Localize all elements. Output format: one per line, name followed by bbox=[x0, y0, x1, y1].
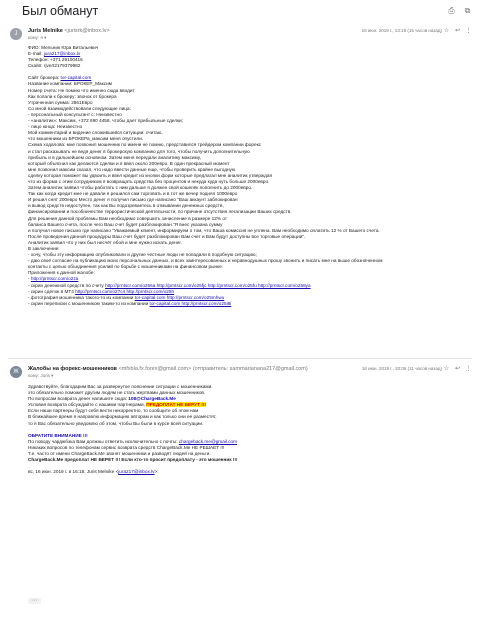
body-line: - хочу, чтобы эту информацию опубликовали и другие честные люди не попадали в подобную ситуацию; bbox=[28, 252, 257, 258]
star-icon[interactable]: ☆ bbox=[443, 28, 450, 34]
body-line: Телефон: +371 29100416 bbox=[28, 57, 83, 63]
body-line: то я Вас обязательно уведомлю об этом, чтобы Вы были в курсе всей ситуации. bbox=[28, 420, 204, 426]
body-line: мне позвонил максим сказал, что надо ввести данные еще, чтобы проверить крайне выгодную bbox=[28, 166, 236, 172]
body-line: Название компании: БРОКЕР_Максим bbox=[28, 81, 112, 87]
body-line: Сайт брокера: tor-capital.com bbox=[28, 75, 92, 81]
attention-heading: ОБРАТИТЕ ВНИМАНИЕ !!! bbox=[28, 432, 88, 438]
body-line: Приложения к данной жалобе: bbox=[28, 270, 95, 276]
body-line: Никаких вопросов по телефонам сервис возврата средств ChargeBack.Me НЕ РЕШАЕТ !!! bbox=[28, 444, 225, 450]
show-trimmed-button[interactable]: ··· bbox=[28, 598, 41, 604]
body-link[interactable]: tor-capital.com bbox=[60, 75, 92, 81]
body-line: Аналитик заявил что у них был несчёт ебой и мне нужно искать денег. bbox=[28, 239, 182, 245]
body-line: сделку которая поможет вы удвоить и ввел кредит из кнопки форм которые предлагал мне аналитик утверждая bbox=[28, 172, 273, 178]
message-actions bbox=[443, 27, 472, 34]
print-icon[interactable]: ⎙ bbox=[448, 6, 455, 15]
body-line: - скрин переписки с мошенником таким-то из компании tor-capital.com http://prntscr.com/o25i8i bbox=[28, 300, 232, 306]
avatar: J bbox=[10, 28, 22, 40]
body-line: - скрин сделок в MT4 http://prntscr.com/o27c4 http://prntscr.com/o25h bbox=[28, 288, 175, 294]
sender-name: Juris Melnike bbox=[28, 28, 63, 34]
email-subject: Был обманут bbox=[22, 4, 99, 18]
body-line: Схема ходалова: мне позвонил мошенник по имени не помню, представился трейдером компании форекс bbox=[28, 142, 262, 148]
body-line: - «аналитик»: Максим, +372 690 4458, чтобы дает прибыльные сделки; bbox=[28, 118, 183, 124]
message-date: 16 июн. 2019 г., 20:06 (11 часов назад) bbox=[361, 366, 442, 371]
body-line: прибыль и в дальнейшем основном. Затем меня передали аналитику максиму, bbox=[28, 154, 201, 160]
star-icon[interactable]: ☆ bbox=[443, 366, 450, 372]
quote-header: вс, 16 июн. 2019 г. в 16:18, Juris Melnike <jura217@inbox.lv>: bbox=[28, 469, 159, 475]
reply-icon[interactable]: ↩ bbox=[454, 28, 461, 34]
body-link[interactable]: jura217@inbox.lv bbox=[43, 51, 81, 57]
body-line: Номер счета: Не помню что именно сюда вводит bbox=[28, 87, 135, 93]
more-icon[interactable]: ⋮ bbox=[465, 28, 472, 34]
body-line: Со мной взаимодействовали следующие лица: bbox=[28, 105, 131, 111]
sender-address: <jurisrk@inbox.lv> bbox=[64, 28, 110, 34]
body-line: После проведения данной процедуры Ваш счет будет разблокирован Вам счет и Вам будут доступны все торговые операции". bbox=[28, 233, 306, 239]
body-line: - даю своё согласие на публикацию моих персональных данных, и всех заинтересованных и неравнодушных прошу звонить и писать мне на выше обозначенном bbox=[28, 258, 383, 264]
body-line: E-mail: jura217@inbox.lv bbox=[28, 51, 81, 57]
body-line: Как попали к брокеру: звонок от брокера bbox=[28, 93, 117, 99]
sender[interactable] bbox=[28, 28, 110, 34]
body-line: Затем аналитик заявил чтобы работать с ним дальше я должен свой кошелёк пополнить до 2000евро. bbox=[28, 185, 253, 191]
body-link[interactable]: http://prntscr.com/o27c4 http://prntscr.com/o25h bbox=[75, 288, 175, 294]
body-line: это обязательно поможет другим людям не стать жертвами данных мошенников. bbox=[28, 390, 206, 396]
sender-address: <mfxbla.fx.forex@gmail.com> (отправитель: sammarianana217@gmail.com) bbox=[118, 366, 308, 372]
body-line: и вывод средств недоступен, так как Вы подозреваетесь в отмывании денежных средств, bbox=[28, 203, 224, 209]
body-line: И решил снят 200евро Место денег я получил письмо где написано "Ваш аккаунт заблокирован bbox=[28, 197, 238, 203]
message-body bbox=[28, 45, 468, 307]
warning-highlight: ПРЕДОПЛАТ НЕ БЕРУТ !!! bbox=[146, 402, 206, 408]
quoted-email-link[interactable]: jura217@inbox.lv bbox=[118, 469, 155, 475]
recipient[interactable]: кому: я ▾ bbox=[28, 35, 47, 40]
body-line: что мошенники из БРОКЕРа_максим меня опустили. bbox=[28, 136, 144, 142]
body-line: Для решения данной проблемы Вам необходимо совершить зачисление в размере 12% от bbox=[28, 215, 227, 221]
body-line: ФИО: Мельник Юра Витальевич bbox=[28, 45, 99, 50]
body-line: Т.е. часто от имени ChargeBack.Me звонят мошенники и разводят людей на деньги. bbox=[28, 450, 211, 456]
body-line: Если наши партнеры будут себя вести некорректно, то сообщите об этом нам bbox=[28, 408, 199, 414]
external-icon[interactable]: ⧉ bbox=[464, 6, 471, 15]
body-line: Скайп: rjvert2179379982 bbox=[28, 63, 81, 69]
message-actions bbox=[443, 365, 472, 372]
body-link[interactable]: tor-capital.com http://prntscr.com/o25i8i bbox=[149, 300, 232, 306]
message-date: 16 июн. 2019 г., 13:18 (15 часов назад) bbox=[361, 28, 442, 33]
body-line: ChargeBack.Me предоплат НЕ БЕРЕТ !!! Если кто-то просит предоплату - это мошенник !!! bbox=[28, 457, 238, 463]
sender-name: Жалобы на форекс-мошенников bbox=[28, 366, 117, 372]
body-line: По поводу чарджбэка Вам должны ответить исключительно с почты: chargeback.me@gmail.com bbox=[28, 438, 238, 444]
body-line: Мой комментарий и видение сложившейся ситуации: считаю, bbox=[28, 130, 163, 136]
body-line: В ближайшее время я направлю информацию авторам и как только они ее разместят, bbox=[28, 414, 217, 420]
body-line: что из форма с этим сотрудником я возвращать средства без процентов и некуда куда нуть больше 2000евро. bbox=[28, 178, 270, 184]
body-line: контакты с целью объединения усилий по борьбе с мошенниками на финансовом рынке. bbox=[28, 264, 224, 270]
body-link[interactable]: tor-capital.com http://prntscr.com/o25mhwu bbox=[134, 294, 225, 300]
body-line: и получил новое письмо где написано "Уважаемый клиент, информируем о том, что Ваша комиссия не уплена. Вам необходимо оплатить 12 % от Вашего счета. bbox=[28, 227, 380, 233]
top-actions bbox=[447, 6, 472, 15]
message-body bbox=[28, 384, 468, 475]
body-line: и стал расказывать не ведя денег в брокерскую компанию для того, чтобы получить дополнительную bbox=[28, 148, 250, 154]
recipient[interactable]: кому: Juris ▾ bbox=[28, 373, 54, 378]
chargeback-link[interactable]: 108@ChargeBack.Me bbox=[128, 396, 176, 402]
body-line: - http://prntscr.com/o2za bbox=[28, 276, 79, 282]
body-line: - лицо юнца: Неизвестно bbox=[28, 124, 83, 130]
body-link[interactable]: http://prntscr.com/o2za bbox=[30, 276, 79, 282]
body-line: Так как когда кредит мне не давали я решился сам торговать и в тот же вечер поднял 1000евро bbox=[28, 191, 238, 197]
body-line: В заключение: bbox=[28, 246, 60, 251]
body-line: финансировании и пособничестве террористической деятельности, по причине отсутствия легализации Ваших средств. bbox=[28, 209, 292, 215]
body-line: баланса Вашего счета, после чего Ваш счет будет разблокирован."Я внес указана сумму bbox=[28, 221, 223, 227]
body-line: - скрин денежной средств по счету http://prntscr.com/o256a http://prntscr.com/o25fjc http://prntscr.com/o25fu http://prntscr.com/o258ya bbox=[28, 282, 311, 288]
body-line: - фотография мошенника такого-то из компании tor-capital.com http://prntscr.com/o25mhwu bbox=[28, 294, 225, 300]
chargeback-email-link[interactable]: chargeback.me@gmail.com bbox=[178, 438, 238, 444]
more-icon[interactable]: ⋮ bbox=[465, 366, 472, 372]
body-line: который объяснил как делаются сделки и я ввел около 200евро. В один прекрасный момент bbox=[28, 160, 230, 166]
avatar: Ж bbox=[10, 366, 22, 378]
body-line: Утраченная сумма: 2861Евро bbox=[28, 99, 93, 105]
body-link[interactable]: http://prntscr.com/o256a http://prntscr.com/o25fjc http://prntscr.com/o25fu http://prntscr.com/o258ya bbox=[105, 282, 311, 288]
body-line: Здравствуйте, благодарим Вас за развернутое пояснение ситуации с мошенниками. bbox=[28, 384, 213, 389]
body-line: - персональный консультант с: Неизвестно bbox=[28, 111, 122, 117]
sender[interactable] bbox=[28, 366, 308, 372]
message-divider bbox=[8, 358, 472, 359]
body-line: По вопросам возврата денег напишите сюда: 108@ChargeBack.Me bbox=[28, 396, 176, 402]
reply-icon[interactable]: ↩ bbox=[454, 366, 461, 372]
body-line: Условия возврата обсуждайте с нашими партнерами, ПРЕДОПЛАТ НЕ БЕРУТ !!! bbox=[28, 402, 206, 408]
